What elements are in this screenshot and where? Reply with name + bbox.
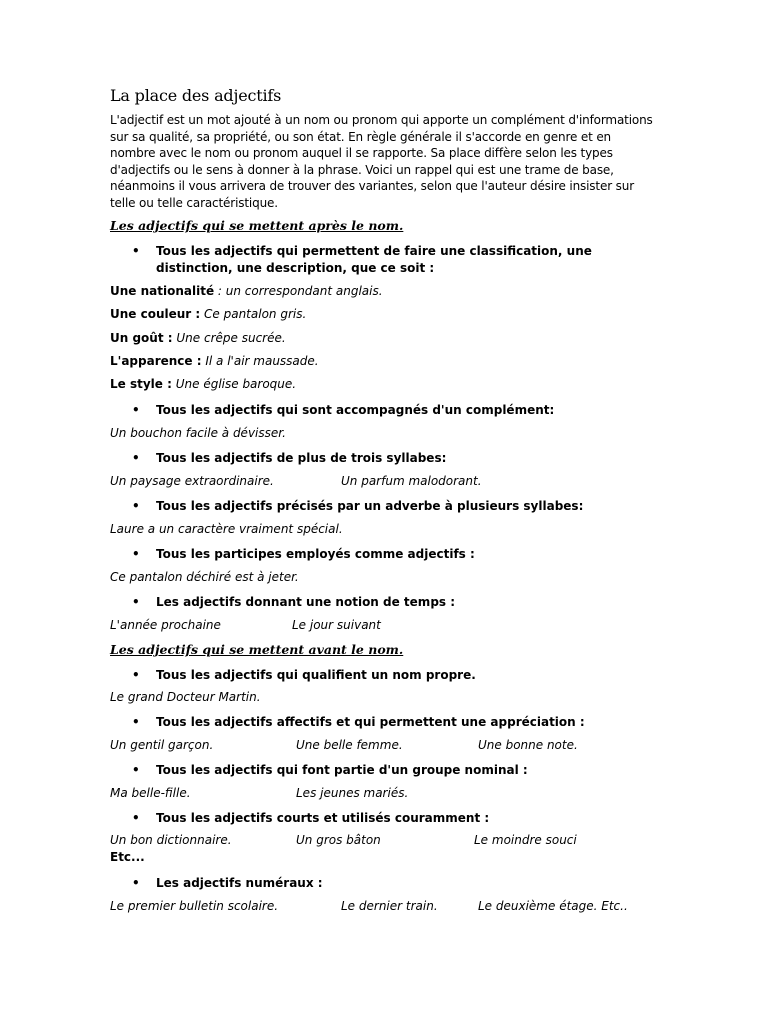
bullet-dot-icon: •: [132, 547, 140, 561]
bullet-text: Tous les adjectifs qui qualifient un nom propre.: [156, 668, 476, 682]
example-text: Une bonne note.: [478, 738, 578, 752]
bullet-item: [132, 450, 656, 467]
category-label: Une nationalité: [110, 284, 215, 298]
example-text: Laure a un caractère vraiment spécial.: [110, 522, 343, 536]
example-text: Un gentil garçon.: [110, 738, 214, 752]
category-label: Une couleur :: [110, 307, 201, 321]
bullet-text: Tous les adjectifs qui sont accompagnés d'un complément:: [156, 403, 555, 417]
bullet-dot-icon: •: [132, 499, 140, 513]
example-text: Un paysage extraordinaire.: [110, 474, 274, 488]
example-text: L'année prochaine: [110, 618, 221, 632]
example-text: Le deuxième étage. Etc..: [478, 899, 628, 913]
example-text: Une église baroque.: [175, 377, 297, 391]
bullet-item: [132, 875, 656, 892]
category-label: L'apparence :: [110, 354, 202, 368]
example-line: [110, 307, 306, 321]
example-text: Ce pantalon gris.: [204, 307, 307, 321]
example-text: Il a l'air maussade.: [205, 354, 319, 368]
example-text: Un bon dictionnaire.: [110, 833, 232, 847]
example-line: [110, 284, 383, 298]
example-text: Le grand Docteur Martin.: [110, 690, 261, 704]
bullet-item: [132, 594, 656, 611]
bullet-dot-icon: •: [132, 595, 140, 609]
bullet-item: [132, 762, 656, 779]
bullet-text: Tous les adjectifs affectifs et qui permettent une appréciation :: [156, 715, 585, 729]
example-text: Le dernier train.: [341, 899, 438, 913]
bullet-dot-icon: •: [132, 876, 140, 890]
bullet-text: Tous les participes employés comme adjectifs :: [156, 547, 475, 561]
example-text: Une belle femme.: [296, 738, 403, 752]
bullet-item: [132, 714, 656, 731]
bullet-item: [132, 810, 656, 827]
example-text: Un bouchon facile à dévisser.: [110, 426, 286, 440]
example-line: [110, 377, 296, 391]
bullet-text: Tous les adjectifs qui font partie d'un groupe nominal :: [156, 763, 528, 777]
bullet-dot-icon: •: [132, 763, 140, 777]
bullet-text: Tous les adjectifs de plus de trois syllabes:: [156, 451, 447, 465]
example-text: Le moindre souci: [474, 833, 577, 847]
example-text: Ce pantalon déchiré est à jeter.: [110, 570, 299, 584]
example-text: Ma belle-fille.: [110, 786, 191, 800]
bullet-item: [132, 243, 656, 277]
example-text: Les jeunes mariés.: [296, 786, 409, 800]
bullet-dot-icon: •: [132, 403, 140, 417]
example-text: Un parfum malodorant.: [341, 474, 482, 488]
bullet-text: Les adjectifs donnant une notion de temps :: [156, 595, 456, 609]
bullet-dot-icon: •: [132, 811, 140, 825]
example-text: : un correspondant anglais.: [214, 284, 383, 298]
bullet-item: [132, 667, 656, 684]
example-line: [110, 354, 319, 368]
category-label: Le style :: [110, 377, 172, 391]
bullet-text: Tous les adjectifs courts et utilisés couramment :: [156, 811, 490, 825]
intro-paragraph: L'adjectif est un mot ajouté à un nom ou pronom qui apporte un complément d'informations sur sa qualité, sa propriété, ou son état. En règle générale il s'accorde en genre et en nombre avec le nom ou pronom auquel il se rapporte. Sa place diffère selon les types d'adjectifs ou le sens à donner à la phrase. Voici un rappel qui est une trame de base, néanmoins il vous arrivera de trouver des variantes, selon que l'auteur désire insister sur telle ou telle caractéristique.: [110, 113, 653, 210]
page-title: La place des adjectifs: [110, 86, 282, 105]
example-line: [110, 331, 286, 345]
bullet-item: [132, 546, 656, 563]
bullet-dot-icon: •: [132, 451, 140, 465]
example-text: Le jour suivant: [292, 618, 381, 632]
category-label: Un goût :: [110, 331, 173, 345]
etc-text: Etc...: [110, 850, 145, 864]
bullet-dot-icon: •: [132, 715, 140, 729]
bullet-text: Tous les adjectifs qui permettent de faire une classification, une distinction, une description, que ce soit :: [156, 244, 592, 275]
bullet-text: Tous les adjectifs précisés par un adverbe à plusieurs syllabes:: [156, 499, 584, 513]
example-text: Une crêpe sucrée.: [176, 331, 286, 345]
bullet-item: [132, 402, 656, 419]
bullet-dot-icon: •: [132, 244, 140, 258]
example-text: Le premier bulletin scolaire.: [110, 899, 279, 913]
bullet-text: Les adjectifs numéraux :: [156, 876, 323, 890]
section-heading-after-noun: Les adjectifs qui se mettent après le nom.: [110, 218, 404, 233]
bullet-dot-icon: •: [132, 668, 140, 682]
bullet-item: [132, 498, 656, 515]
example-text: Un gros bâton: [296, 833, 381, 847]
section-heading-before-noun: Les adjectifs qui se mettent avant le nom.: [110, 642, 404, 657]
